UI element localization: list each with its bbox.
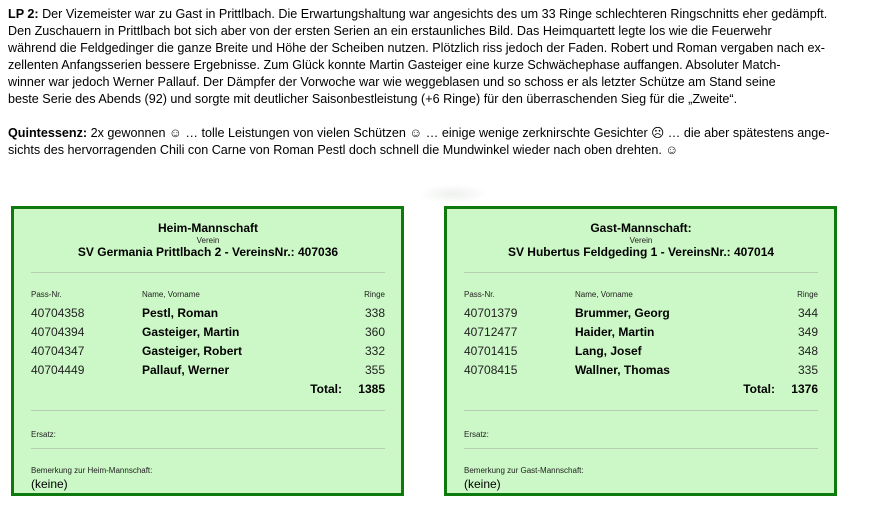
rings-value: 332 xyxy=(364,344,385,358)
rings-value: 348 xyxy=(797,344,818,358)
home-team-club-caption: Verein xyxy=(196,236,220,245)
total-value: 1385 xyxy=(358,382,385,396)
rings-value: 335 xyxy=(797,363,818,377)
ersatz-label: Ersatz: xyxy=(464,430,489,439)
paragraph-lp2-line: winner war jedoch Werner Pallauf. Der Dämpfer der Vorwoche war wie weggeblasen und so schoss er als letzter Schütze am Stand seine xyxy=(8,75,776,89)
table-row xyxy=(464,361,818,380)
home-team-card xyxy=(11,206,404,496)
column-pass: Pass-Nr. xyxy=(464,290,495,299)
column-name: Name, Vorname xyxy=(142,290,200,299)
remark-value: (keine) xyxy=(464,477,501,491)
table-row xyxy=(31,361,385,380)
total-value: 1376 xyxy=(791,382,818,396)
shooter-name: Haider, Martin xyxy=(575,325,655,339)
guest-team-club-caption: Verein xyxy=(629,236,653,245)
pass-number: 40712477 xyxy=(464,325,518,339)
pass-number: 40704449 xyxy=(31,363,85,377)
rings-value: 360 xyxy=(364,325,385,339)
table-row xyxy=(464,323,818,342)
paragraph-quintessenz-line: 2x gewonnen ☺ … tolle Leistungen von vielen Schützen ☺ … einige wenige zerknirschte Gesichter ☹ … die aber spätestens ange- xyxy=(90,126,830,140)
pass-number: 40708415 xyxy=(464,363,518,377)
remark-label: Bemerkung zur Heim-Mannschaft: xyxy=(31,466,153,475)
divider xyxy=(31,448,385,449)
pass-number: 40704347 xyxy=(31,344,85,358)
paragraph-quintessenz-label: Quintessenz: xyxy=(8,126,88,140)
paragraph-lp2-line: Den Zuschauern in Prittlbach bot sich aber von der ersten Serien an ein erstaunliches Bild. Das Heimquartett legte los wie die Feuerwehr xyxy=(8,24,772,38)
guest-shooter-list xyxy=(464,304,818,380)
total-label: Total: xyxy=(743,382,775,396)
divider xyxy=(31,272,385,273)
column-rings: Ringe xyxy=(364,290,385,299)
column-pass: Pass-Nr. xyxy=(31,290,62,299)
column-rings: Ringe xyxy=(797,290,818,299)
rings-value: 338 xyxy=(364,306,385,320)
ersatz-label: Ersatz: xyxy=(31,430,56,439)
remark-label: Bemerkung zur Gast-Mannschaft: xyxy=(464,466,584,475)
home-team-title: Heim-Mannschaft xyxy=(157,221,258,235)
table-row xyxy=(31,323,385,342)
guest-team-header xyxy=(464,221,818,260)
divider xyxy=(31,410,385,411)
guest-team-card xyxy=(444,206,837,496)
guest-team-title: Gast-Mannschaft: xyxy=(590,221,692,235)
pass-number: 40701415 xyxy=(464,344,518,358)
pass-number: 40701379 xyxy=(464,306,518,320)
pass-number: 40704394 xyxy=(31,325,85,339)
shooter-name: Wallner, Thomas xyxy=(575,363,670,377)
rings-value: 344 xyxy=(797,306,818,320)
rings-value: 355 xyxy=(364,363,385,377)
table-row xyxy=(464,304,818,323)
remark-value: (keine) xyxy=(31,477,68,491)
pass-number: 40704358 xyxy=(31,306,85,320)
paragraph-lp2-line: während die Feldgedinger die ganze Breite und Höhe der Scheiben nutzen. Plötzlich riss jedoch der Faden. Robert und Roman vergaben nach ex- xyxy=(8,41,826,55)
paragraph-quintessenz-line: sichts des hervorragenden Chili con Carne von Roman Pestl doch schnell die Mundwinkel wieder nach oben drehten. ☺ xyxy=(8,143,679,157)
column-name: Name, Vorname xyxy=(575,290,633,299)
home-shooter-list xyxy=(31,304,385,380)
total-label: Total: xyxy=(310,382,342,396)
paragraph-lp2-label: LP 2: xyxy=(8,7,39,21)
table-row xyxy=(31,342,385,361)
divider xyxy=(464,410,818,411)
shooter-name: Pallauf, Werner xyxy=(142,363,230,377)
table-row xyxy=(464,342,818,361)
divider xyxy=(464,448,818,449)
guest-team-club: SV Hubertus Feldgeding 1 - VereinsNr.: 407014 xyxy=(507,245,775,259)
background-blur xyxy=(418,184,488,204)
shooter-name: Brummer, Georg xyxy=(575,306,670,320)
shooter-name: Lang, Josef xyxy=(575,344,642,358)
guest-total xyxy=(464,380,818,399)
shooter-name: Gasteiger, Martin xyxy=(142,325,240,339)
paragraph-quintessenz xyxy=(8,125,888,159)
paragraph-lp2-line: beste Serie des Abends (92) und sorgte mit deutlicher Saisonbestleistung (+6 Ringe) für den überraschenden Sieg für die „Zweite“. xyxy=(8,92,738,106)
divider xyxy=(464,272,818,273)
paragraph-lp2-line: Der Vizemeister war zu Gast in Prittlbach. Die Erwartungshaltung war angesichts des um 33 Ringe schlechteren Ringschnitts eher gedämpft. xyxy=(42,7,828,21)
shooter-name: Pestl, Roman xyxy=(142,306,219,320)
home-team-club: SV Germania Prittlbach 2 - VereinsNr.: 407036 xyxy=(77,245,339,259)
paragraph-lp2-line: zellenten Anfangsserien bessere Ergebnisse. Zum Glück konnte Martin Gasteiger eine kurze Schwächephase auffangen. Absoluter Match- xyxy=(8,58,781,72)
home-team-header xyxy=(31,221,385,260)
rings-value: 349 xyxy=(797,325,818,339)
shooter-name: Gasteiger, Robert xyxy=(142,344,243,358)
table-row xyxy=(31,304,385,323)
paragraph-lp2 xyxy=(8,6,888,108)
report-text xyxy=(8,6,888,159)
home-total xyxy=(31,380,385,399)
